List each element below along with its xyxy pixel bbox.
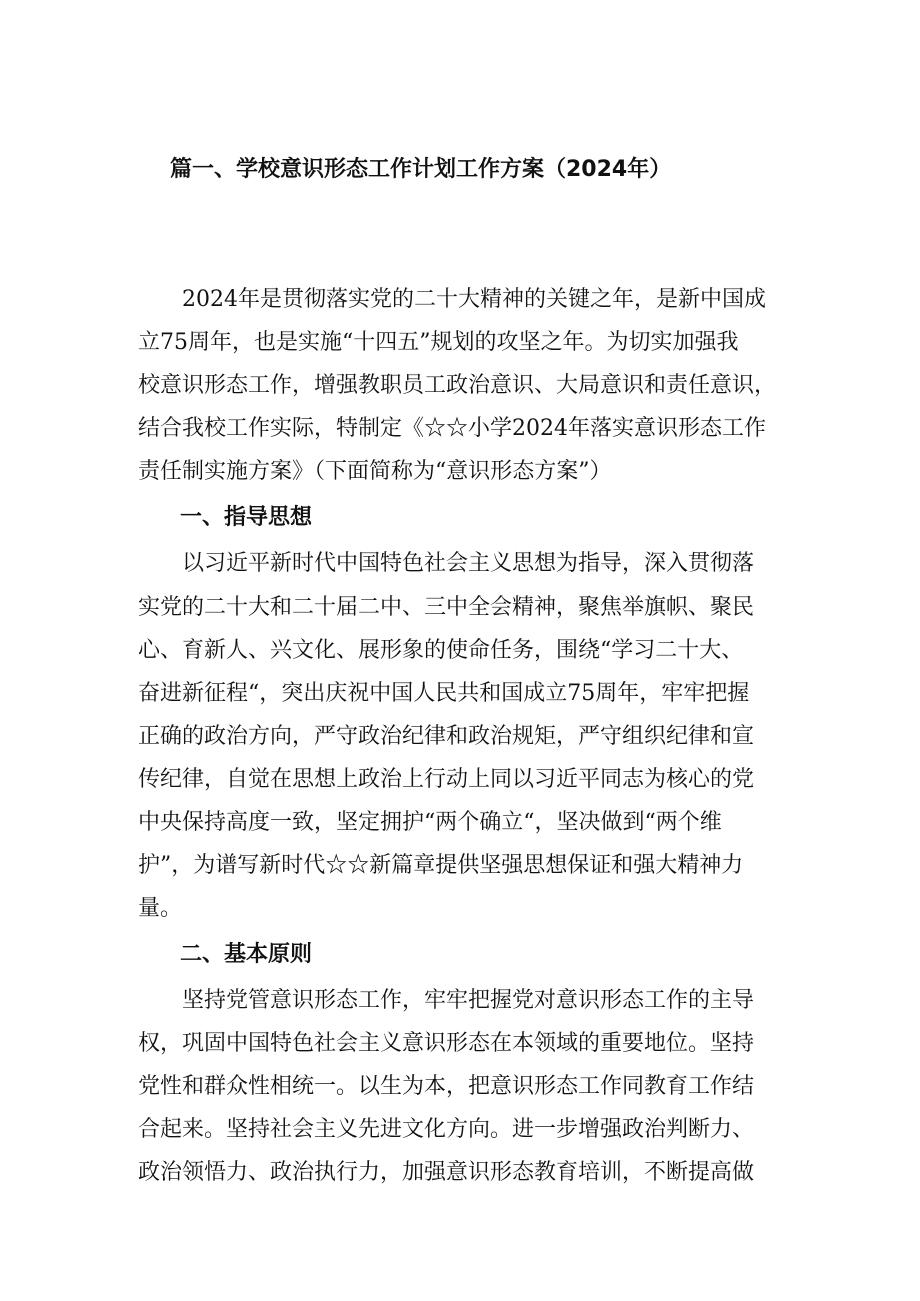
paragraph-line: 正确的政治方向，严守政治纪律和政治规矩，严守组织纪律和宣 bbox=[138, 724, 755, 749]
paragraph-line: 坚持党管意识形态工作，牢牢把握党对意识形态工作的主导 bbox=[182, 988, 755, 1013]
intro-line: 2024年是贯彻落实党的二十大精神的关键之年，是新中国成 bbox=[182, 287, 766, 312]
paragraph-line: 心、育新人、兴文化、展形象的使命任务，围绕“学习二十大、 bbox=[138, 638, 744, 663]
document-title: 篇一、学校意识形态工作计划工作方案（2024年） bbox=[170, 157, 672, 182]
intro-line: 校意识形态工作，增强教职员工政治意识、大局意识和责任意识， bbox=[138, 373, 777, 398]
intro-line: 立75周年，也是实施“十四五”规划的攻坚之年。为切实加强我 bbox=[138, 330, 739, 355]
paragraph-line: 奋进新征程“，突出庆祝中国人民共和国成立75周年，牢牢把握 bbox=[138, 681, 750, 706]
section-heading-guiding-ideology: 一、指导思想 bbox=[180, 505, 313, 530]
paragraph-line: 以习近平新时代中国特色社会主义思想为指导，深入贯彻落 bbox=[182, 551, 755, 576]
paragraph-line: 传纪律，自觉在思想上政治上行动上同以习近平同志为核心的党 bbox=[138, 767, 755, 792]
intro-line: 结合我校工作实际，特制定《☆☆小学2024年落实意识形态工作 bbox=[138, 416, 766, 441]
intro-line: 责任制实施方案》（下面简称为“意识形态方案”） bbox=[138, 459, 612, 484]
paragraph-line: 党性和群众性相统一。以生为本，把意识形态工作同教育工作结 bbox=[138, 1074, 755, 1099]
section-heading-basic-principles: 二、基本原则 bbox=[180, 942, 313, 967]
paragraph-line: 政治领悟力、政治执行力，加强意识形态教育培训，不断提高做 bbox=[138, 1160, 755, 1185]
paragraph-line: 权，巩固中国特色社会主义意识形态在本领域的重要地位。坚持 bbox=[138, 1031, 755, 1056]
paragraph-line: 合起来。坚持社会主义先进文化方向。进一步增强政治判断力、 bbox=[138, 1117, 755, 1142]
paragraph-line: 中央保持高度一致，坚定拥护“两个确立“，坚决做到“两个维 bbox=[138, 810, 722, 835]
paragraph-line: 实党的二十大和二十届二中、三中全会精神，聚焦举旗帜、聚民 bbox=[138, 595, 755, 620]
paragraph-line: 量。 bbox=[138, 896, 183, 921]
paragraph-line: 护”，为谱写新时代☆☆新篇章提供坚强思想保证和强大精神力 bbox=[138, 853, 744, 878]
